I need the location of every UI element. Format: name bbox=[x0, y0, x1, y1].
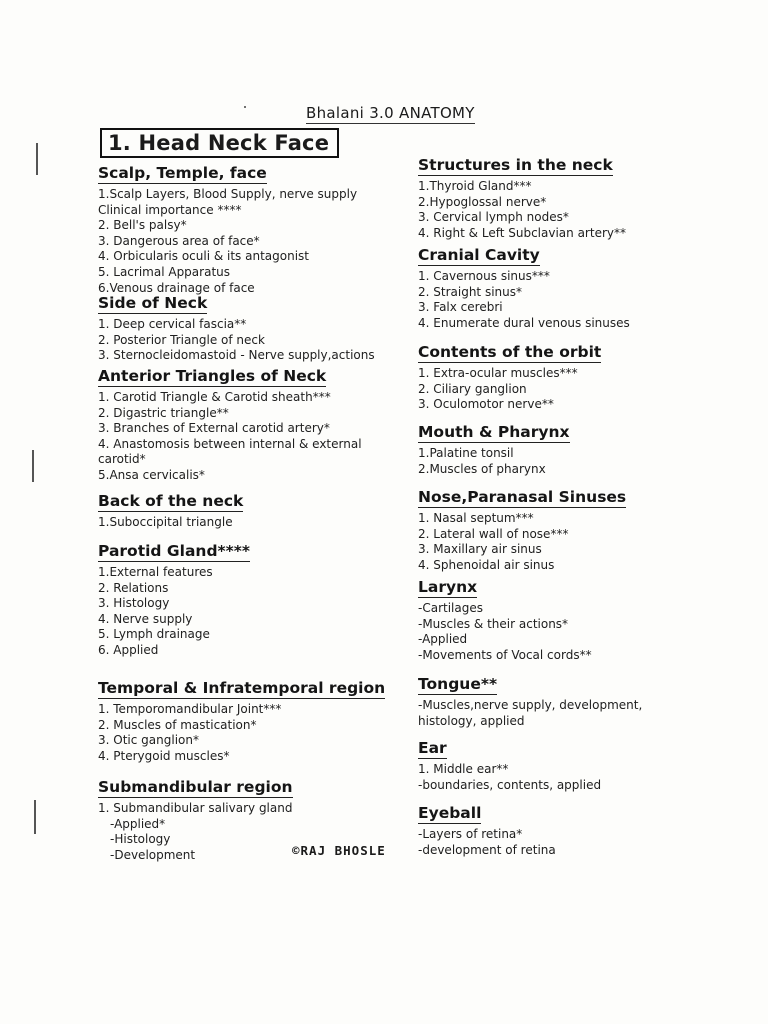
section-title: Temporal & Infratemporal region bbox=[98, 679, 386, 697]
list-item: 3. Falx cerebri bbox=[418, 300, 503, 315]
list-item: 1.Palatine tonsil bbox=[418, 446, 514, 460]
main-heading: 1. Head Neck Face bbox=[100, 128, 339, 158]
list-item: 2. Ciliary ganglion bbox=[418, 381, 527, 396]
section-title: Eyeball bbox=[418, 804, 482, 822]
list-item: 4. Anastomosis between internal & external carotid* bbox=[98, 436, 362, 467]
list-item: -Muscles & their actions* bbox=[418, 616, 569, 631]
section-title: Contents of the orbit bbox=[418, 343, 602, 361]
list-item: 2. Posterior Triangle of neck bbox=[98, 332, 265, 347]
list-item: 1.External features bbox=[98, 565, 213, 579]
list-item: 4. Nerve supply bbox=[98, 611, 193, 626]
section-title: Submandibular region bbox=[98, 778, 293, 796]
list-item: 3. Sternocleidomastoid - Nerve supply,actions bbox=[98, 348, 375, 363]
binder-mark bbox=[34, 800, 36, 834]
section-title: Parotid Gland**** bbox=[98, 542, 250, 560]
section-title: Anterior Triangles of Neck bbox=[98, 367, 327, 385]
section-temporal-infratemporal bbox=[98, 678, 398, 764]
list-item: -development of retina bbox=[418, 842, 556, 857]
section-eyeball bbox=[418, 803, 678, 858]
list-item: 1.Suboccipital triangle bbox=[98, 515, 233, 529]
binder-mark bbox=[36, 143, 38, 175]
section-larynx bbox=[418, 577, 678, 663]
list-item: -Cartilages bbox=[418, 601, 483, 615]
list-item: 4. Right & Left Subclavian artery** bbox=[418, 225, 626, 240]
document-title: Bhalani 3.0 ANATOMY bbox=[306, 104, 475, 122]
list-item: 3. Cervical lymph nodes* bbox=[418, 210, 569, 225]
list-item: 1. Extra-ocular muscles*** bbox=[418, 366, 578, 380]
list-item: 1. Carotid Triangle & Carotid sheath*** bbox=[98, 390, 331, 404]
section-anterior-triangles bbox=[98, 366, 398, 484]
list-item: 3. Branches of External carotid artery* bbox=[98, 421, 330, 436]
list-item: 1. Submandibular salivary gland bbox=[98, 801, 293, 815]
list-item: 3. Histology bbox=[98, 596, 170, 611]
list-item: 2. Digastric triangle** bbox=[98, 405, 229, 420]
list-item: 2. Lateral wall of nose*** bbox=[418, 526, 569, 541]
list-item: 4. Pterygoid muscles* bbox=[98, 748, 230, 763]
scan-speck bbox=[244, 106, 246, 108]
section-title: Nose,Paranasal Sinuses bbox=[418, 488, 627, 506]
list-item: 6. Applied bbox=[98, 642, 159, 657]
author-credit: ©RAJ BHOSLE bbox=[292, 843, 386, 858]
list-item: 6.Venous drainage of face bbox=[98, 280, 255, 295]
section-ear bbox=[418, 738, 678, 793]
section-mouth-pharynx bbox=[418, 422, 678, 477]
list-item: 4. Sphenoidal air sinus bbox=[418, 557, 555, 572]
section-title: Cranial Cavity bbox=[418, 246, 540, 264]
list-item: 1.Thyroid Gland*** bbox=[418, 179, 532, 193]
list-item: 2. Relations bbox=[98, 580, 169, 595]
section-nose-paranasal-sinuses bbox=[418, 487, 678, 573]
list-item: 2.Muscles of pharynx bbox=[418, 461, 546, 476]
list-item: 2. Bell's palsy* bbox=[98, 218, 187, 233]
list-item: -Applied* bbox=[110, 816, 166, 831]
list-item: 3. Maxillary air sinus bbox=[418, 542, 542, 557]
list-item: 1. Middle ear** bbox=[418, 762, 509, 776]
section-side-of-neck bbox=[98, 293, 398, 364]
list-item: -boundaries, contents, applied bbox=[418, 777, 602, 792]
list-item: -Layers of retina* bbox=[418, 827, 523, 841]
list-item: 2. Muscles of mastication* bbox=[98, 717, 257, 732]
section-title: Tongue** bbox=[418, 675, 498, 693]
section-cranial-cavity bbox=[418, 245, 678, 331]
section-title: Ear bbox=[418, 739, 447, 757]
list-item: 4. Enumerate dural venous sinuses bbox=[418, 315, 630, 330]
binder-mark bbox=[32, 450, 34, 482]
list-item: 1. Cavernous sinus*** bbox=[418, 269, 550, 283]
list-item: -Applied bbox=[418, 632, 468, 647]
list-item: 5. Lymph drainage bbox=[98, 627, 210, 642]
list-item: Clinical importance **** bbox=[98, 202, 242, 217]
list-item: 4. Orbicularis oculi & its antagonist bbox=[98, 249, 309, 264]
section-title: Scalp, Temple, face bbox=[98, 164, 267, 182]
section-title: Side of Neck bbox=[98, 294, 208, 312]
list-item: 2.Hypoglossal nerve* bbox=[418, 194, 547, 209]
section-contents-of-orbit bbox=[418, 342, 678, 413]
list-item: 2. Straight sinus* bbox=[418, 284, 522, 299]
list-item: 5.Ansa cervicalis* bbox=[98, 467, 205, 482]
list-item: 3. Dangerous area of face* bbox=[98, 233, 260, 248]
list-item: 3. Otic ganglion* bbox=[98, 733, 199, 748]
section-back-of-neck bbox=[98, 491, 398, 531]
list-item: 3. Oculomotor nerve** bbox=[418, 397, 554, 412]
section-title: Back of the neck bbox=[98, 492, 244, 510]
list-item: histology, applied bbox=[418, 713, 525, 728]
list-item: -Development bbox=[110, 847, 196, 862]
list-item: 1. Deep cervical fascia** bbox=[98, 317, 247, 331]
section-scalp-temple-face bbox=[98, 163, 398, 296]
section-title: Mouth & Pharynx bbox=[418, 423, 570, 441]
section-parotid-gland bbox=[98, 541, 398, 659]
list-item: -Movements of Vocal cords** bbox=[418, 647, 592, 662]
list-item: -Histology bbox=[110, 832, 171, 847]
list-item: 1.Scalp Layers, Blood Supply, nerve supply bbox=[98, 187, 358, 201]
section-title: Structures in the neck bbox=[418, 156, 613, 174]
section-structures-in-neck bbox=[418, 155, 678, 241]
section-title: Larynx bbox=[418, 578, 478, 596]
list-item: -Muscles,nerve supply, development, bbox=[418, 698, 643, 712]
list-item: 5. Lacrimal Apparatus bbox=[98, 264, 231, 279]
section-tongue bbox=[418, 674, 678, 729]
list-item: 1. Temporomandibular Joint*** bbox=[98, 702, 282, 716]
list-item: 1. Nasal septum*** bbox=[418, 511, 534, 525]
